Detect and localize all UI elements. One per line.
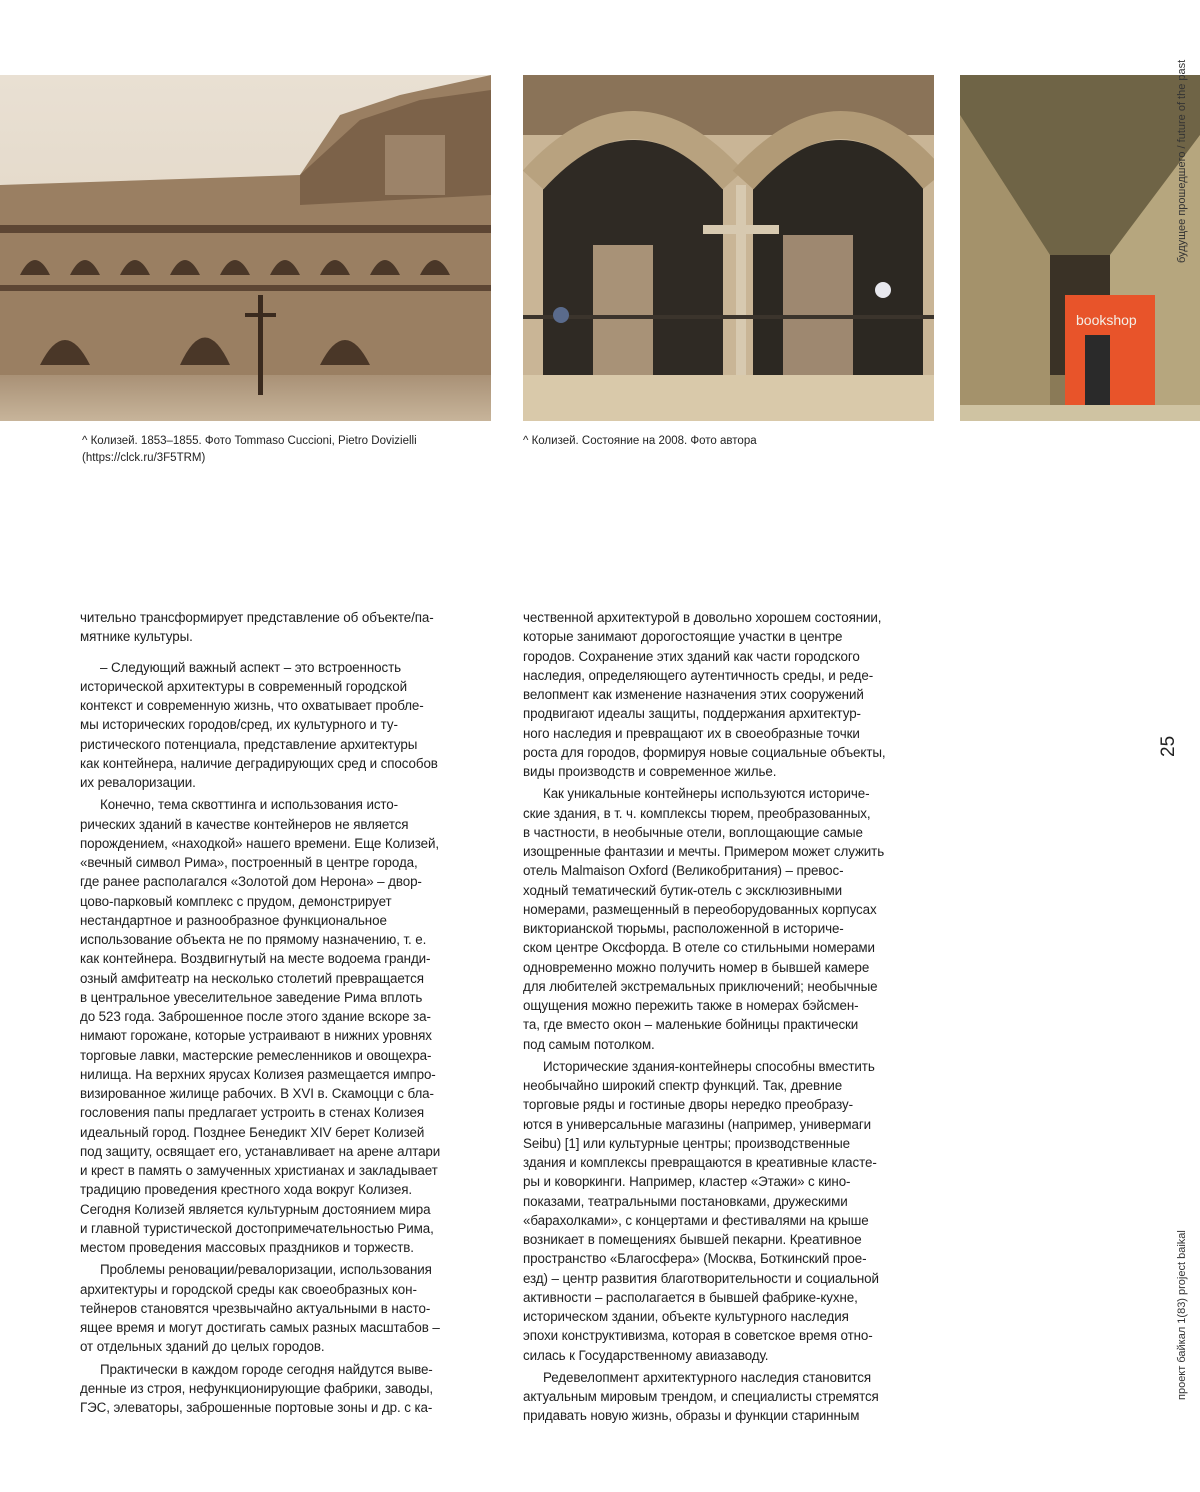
text-line: Практически в каждом городе сегодня найдутся выве- [100,1361,433,1377]
text-line: их ревалоризации. [80,775,196,790]
bookshop-gallery-photo [960,75,1200,421]
text-line: ристического потенциала, представление архитектуры [80,736,418,752]
text-line: езд) – центр развития благотворительности и социальной [523,1270,879,1286]
text-line: ГЭС, элеваторы, заброшенные портовые зоны и др. с ка- [80,1400,433,1415]
text-line: под самым потолком. [523,1036,655,1052]
text-line: номерами, размещенный в переоборудованных корпусах [523,901,877,917]
text-line: одновременно можно получить номер в бывшей камере [523,959,870,975]
text-line: как контейнера. Воздвигнутый на месте водоема гранди- [80,951,431,967]
text-line: ском центре Оксфорда. В отеле со стильными номерами [523,940,875,956]
text-line: Seibu) [1] или культурные центры; производственные [523,1135,850,1151]
text-line: «вечный символ Рима», построенный в центре города, [80,855,418,870]
text-line: местом проведения массовых праздников и торжеств. [80,1240,414,1255]
text-line: ются в универсальные магазины (например, универмаги [523,1116,872,1132]
text-line: Как уникальные контейнеры используются историче- [543,786,870,802]
text-line: активности – располагается в бывшей фабрике-кухне, [523,1289,858,1305]
paragraph [80,1260,492,1356]
text-line: та, где вместо окон – маленькие бойницы практически [523,1017,859,1033]
caption-line: ^ Колизей. Состояние на 2008. Фото автора [523,435,757,447]
text-line: и главной туристической достопримечательностью Рима, [80,1220,434,1236]
caption-line: ^ Колизей. 1853–1855. Фото Tommaso Cuccioni, Pietro Dovizielli [82,435,417,447]
colosseum-2008-photo [523,75,934,421]
text-line: гословения папы предлагает устроить в стенах Колизея [80,1105,425,1121]
text-line: историческом здании, объекте культурного наследия [523,1309,849,1324]
text-line: идеальный город. Позднее Бенедикт XIV берет Колизей [80,1124,425,1140]
text-line: использование объекта не по прямому назначению, т. е. [80,932,427,947]
text-line: цово-парковый комплекс с прудом, демонстрирует [80,893,392,909]
text-line: викторианской тюрьмы, расположенной в историче- [523,921,844,936]
text-line: от отдельных зданий до целых городов. [80,1339,325,1355]
text-line: здания и комплексы превращаются в креативные класте- [523,1155,877,1170]
text-line: Конечно, тема сквоттинга и использования исто- [100,797,399,813]
caption-colosseum-2008 [523,433,934,450]
text-line: для любителей экстремальных приключений; необычные [523,978,878,994]
text-line: виды производств и современное жилье. [523,764,777,779]
text-line: продвигают идеалы защиты, поддержания архитектур- [523,706,861,722]
text-line: показами, театральными постановками, дружескими [523,1193,848,1209]
text-line: нилища. На верхних ярусах Колизея размещается импро- [80,1066,436,1082]
text-line: до 523 года. Заброшенное после этого здание вскоре за- [80,1009,431,1024]
text-line: контекст и современную жизнь, что охватывает пробле- [80,698,424,713]
text-line: эпохи конструктивизма, которая в советское время отно- [523,1328,873,1344]
text-line: озный амфитеатр на несколько столетий превращается [80,970,424,986]
text-line: в частности, в необычные отели, воплощающие самые [523,824,863,840]
text-line: рических зданий в качестве контейнеров не является [80,816,409,832]
bookshop-sign: bookshop [1076,312,1137,328]
text-line: традицию проведения крестного хода вокруг Колизея. [80,1182,412,1198]
text-line: чественной архитектурой в довольно хорошем состоянии, [523,610,882,625]
text-line: порождением, «находкой» нашего времени. Еще Колизей, [80,835,439,851]
text-line: которые занимают дорогостоящие участки в центре [523,629,843,645]
text-line: денные из строя, нефункционирующие фабрики, заводы, [80,1380,434,1396]
text-line: ощущения можно пережить также в номерах бэйсмен- [523,998,859,1013]
paragraph [523,608,935,781]
text-line: ного наследия и превращают их в своеобразные точки [523,725,860,741]
text-line: торговые лавки, мастерские ремесленников и овощехра- [80,1047,432,1063]
text-column-left [80,608,492,1420]
text-line: – Следующий важный аспект – это встроенность [100,659,401,675]
text-line: Исторические здания-контейнеры способны вместить [543,1058,875,1074]
text-line: визированное жилище рабочих. В XVI в. Скамоцци с бла- [80,1086,434,1101]
text-line: под защиту, освящает его, устанавливает на арене алтари [80,1143,441,1159]
text-line: отель Malmaison Oxford (Великобритания) – превос- [523,863,844,879]
text-line: Сегодня Колизей является культурным достоянием мира [80,1201,431,1217]
text-line: ры и коворкинги. Например, кластер «Этажи» с кино- [523,1174,851,1190]
text-line: Редевелопмент архитектурного наследия становится [543,1369,871,1385]
text-line: городов. Сохранение этих зданий как части городского [523,648,860,664]
caption-colosseum-1855 [82,433,502,467]
text-line: где ранее располагался «Золотой дом Нерона» – двор- [80,874,422,890]
paragraph [80,608,492,647]
text-line: необычайно широкий спектр функций. Так, древние [523,1078,843,1093]
text-line: изощренные фантазии и мечты. Примером может служить [523,844,885,859]
text-line: актуальным мировым трендом, и специалисты стремятся [523,1389,879,1404]
text-line: нестандартное и разнообразное функциональное [80,912,387,928]
paragraph [523,784,935,1054]
text-column-right [523,608,935,1429]
text-line: мы исторических городов/сред, их культурного и ту- [80,717,398,733]
text-line: пространство «Благосфера» (Москва, Боткинский прое- [523,1251,867,1267]
page-number: 25 [1158,735,1179,757]
text-line: и крест в память о замученных христианах и закладывает [80,1163,438,1178]
colosseum-1855-photo [0,75,491,421]
text-line: тейнеров становятся чрезвычайно актуальными в насто- [80,1300,431,1316]
section-title-vertical: будущее прошедшего / future of the past [1176,59,1188,263]
caption-link: (https://clck.ru/3F5TRM) [82,452,206,464]
text-line: роста для городов, формируя новые социальные объекты, [523,744,886,760]
text-line: Проблемы реновации/ревалоризации, использования [100,1262,432,1278]
text-line: наследия, определяющего аутентичность среды, и реде- [523,667,874,683]
text-line: придавать новую жизнь, образы и функции старинным [523,1408,860,1424]
text-line: ящее время и могут достигать самых разных масштабов – [80,1320,440,1335]
paragraph [523,1057,935,1365]
text-line: возникает в помещениях бывшей пекарни. Креативное [523,1232,862,1247]
text-line: архитектуры и городской среды как своеобразных кон- [80,1281,417,1297]
paragraph [80,658,492,793]
text-line: ские здания, в т. ч. комплексы тюрем, преобразованных, [523,805,871,821]
magazine-footer-vertical: проект байкал 1(83) project baikal [1176,1230,1188,1400]
paragraph [523,1368,935,1426]
text-line: силась к Государственному авиазаводу. [523,1347,769,1363]
text-line: торговые ряды и гостиные дворы нередко преобразу- [523,1097,853,1113]
text-line: исторической архитектуры в современный городской [80,678,407,694]
text-line: велопмент как изменение назначения этих сооружений [523,687,864,702]
text-line: «барахолками», с концертами и фестивалями на крыше [523,1212,869,1228]
text-line: чительно трансформирует представление об объекте/па- [80,610,434,625]
paragraph [80,1360,492,1418]
text-line: как контейнера, наличие деградирующих сред и способов [80,755,438,771]
text-line: ходный тематический бутик-отель с эксклюзивными [523,882,842,898]
text-line: в центральное увеселительное заведение Рима вплоть [80,989,423,1005]
paragraph [80,795,492,1257]
text-line: нимают горожане, которые устраивают в нижних уровнях [80,1028,432,1044]
text-line: мятнике культуры. [80,629,193,645]
